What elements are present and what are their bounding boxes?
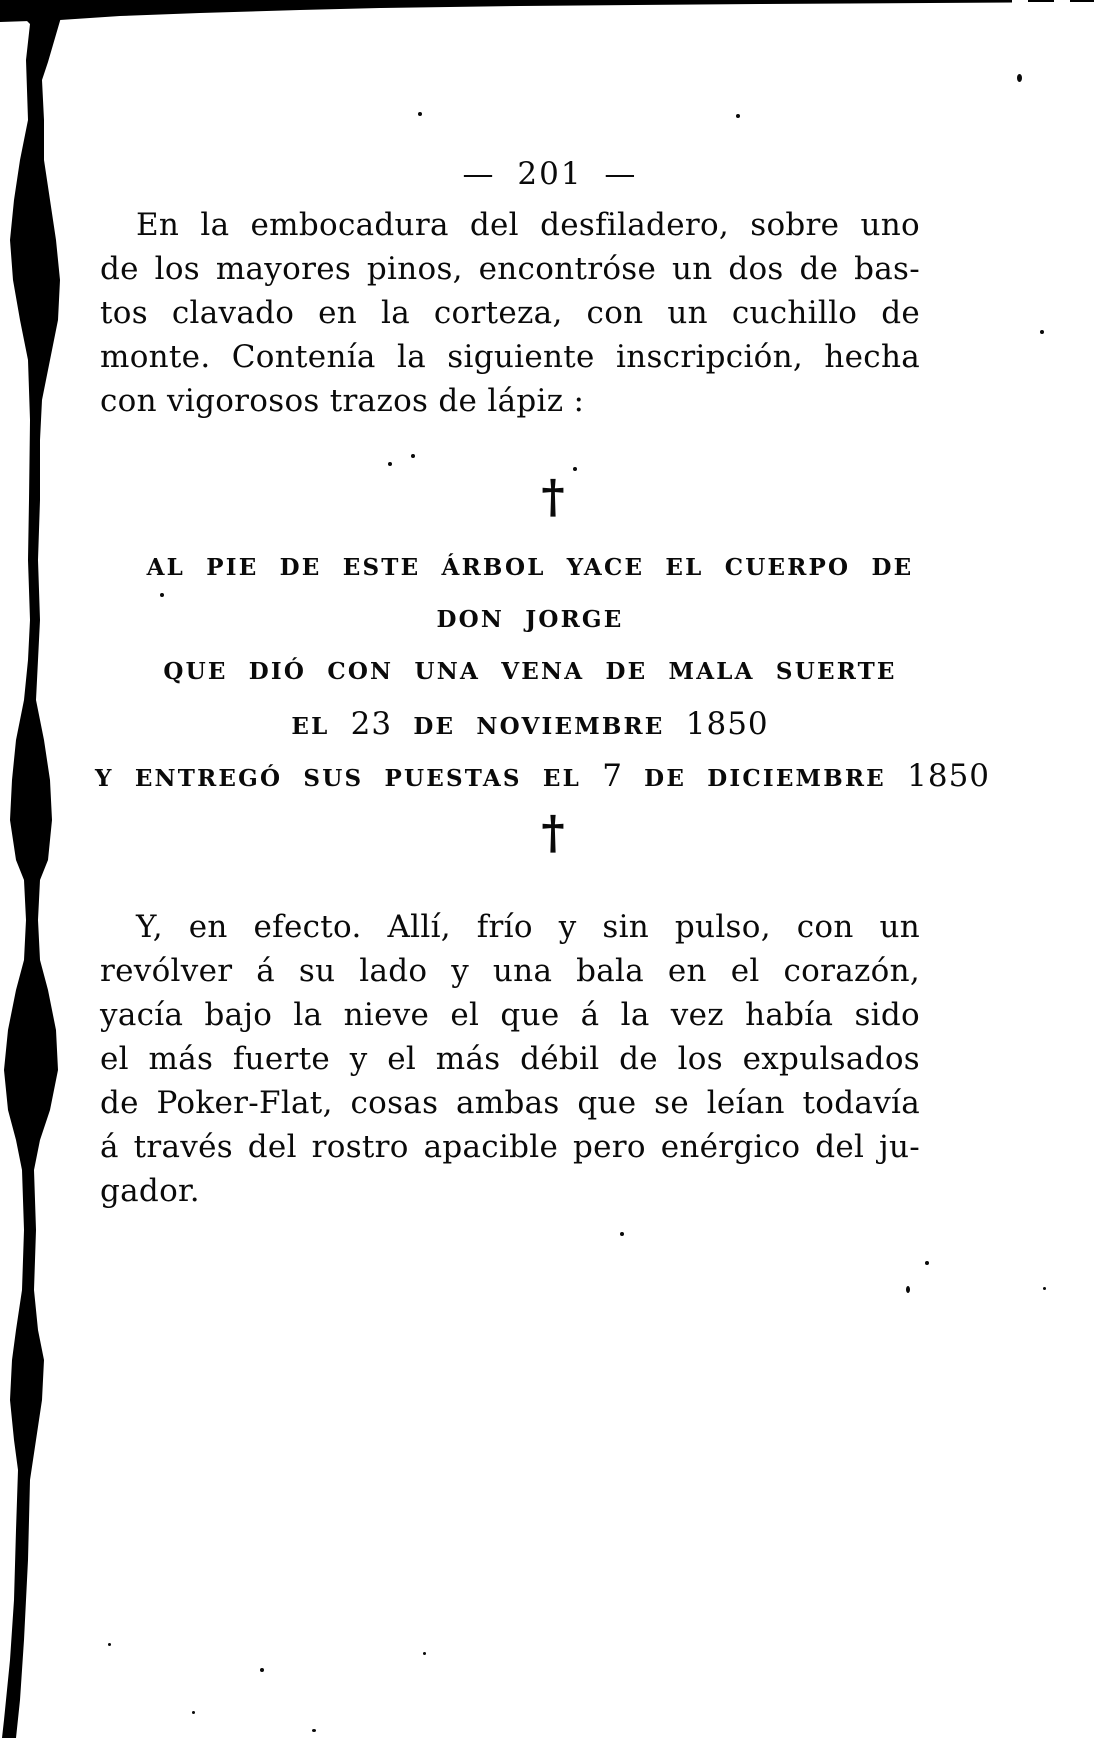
paragraph-line: Y, en efecto. Allí, frío y sin pulso, con un: [136, 909, 920, 945]
scan-speck-artifact: [312, 1729, 316, 1732]
scan-speck-artifact: [260, 1668, 264, 1672]
paragraph-line: monte. Contenía la siguiente inscripción, hecha: [100, 339, 920, 375]
scan-binding-shadow-artifact: [2, 12, 62, 1738]
scan-speck-artifact: [388, 462, 392, 466]
paragraph-line: el más fuerte y el más débil de los expulsados: [100, 1041, 920, 1077]
scan-edge-dash-artifact: [1028, 0, 1054, 2]
paragraph-2: [100, 905, 920, 1213]
paragraph-line: revólver á su lado y una bala en el corazón,: [100, 953, 920, 989]
scan-speck-artifact: [418, 112, 422, 116]
paragraph-1: [100, 203, 920, 423]
cross-icon: †: [542, 808, 564, 859]
scan-speck-artifact: [736, 114, 740, 118]
scan-speck-artifact: [160, 593, 164, 597]
scan-speck-artifact: [620, 1232, 624, 1236]
inscription-line: Y ENTREGÓ SUS PUESTAS EL 7 DE DICIEMBRE 1850: [95, 758, 991, 794]
paragraph-line: tos clavado en la corteza, con un cuchillo de: [100, 295, 920, 331]
paragraph-line: de los mayores pinos, encontróse un dos de bas-: [100, 251, 920, 287]
scan-speck-artifact: [1043, 1287, 1046, 1290]
paragraph-line: yacía bajo la nieve el que á la vez había sido: [100, 997, 920, 1033]
scan-speck-artifact: [925, 1261, 929, 1265]
inscription-line: QUE DIÓ CON UNA VENA DE MALA SUERTE: [163, 658, 897, 685]
paragraph-line: con vigorosos trazos de lápiz :: [100, 383, 585, 419]
inscription-line: EL 23 DE NOVIEMBRE 1850: [291, 706, 769, 742]
scan-edge-dash-artifact: [1070, 0, 1094, 2]
scan-speck-artifact: [1017, 74, 1022, 82]
scan-speck-artifact: [423, 1652, 426, 1655]
scan-speck-artifact: [1040, 330, 1044, 334]
paragraph-line: de Poker-Flat, cosas ambas que se leían todavía: [100, 1085, 920, 1121]
cross-icon: †: [542, 472, 564, 523]
paragraph-line: á través del rostro apacible pero enérgico del ju-: [100, 1129, 920, 1165]
scan-edge-top-artifact: [0, 0, 1012, 22]
paragraph-line: gador.: [100, 1173, 200, 1209]
scan-speck-artifact: [108, 1643, 111, 1646]
scan-speck-artifact: [192, 1711, 195, 1714]
inscription-line: DON JORGE: [436, 606, 624, 633]
scan-speck-artifact: [411, 454, 415, 458]
scan-speck-artifact: [906, 1286, 910, 1293]
page-number: — 201 —: [462, 156, 638, 192]
scan-speck-artifact: [573, 467, 577, 471]
paragraph-line: En la embocadura del desfiladero, sobre uno: [136, 207, 920, 243]
epitaph-inscription: [95, 542, 991, 802]
inscription-line: AL PIE DE ESTE ÁRBOL YACE EL CUERPO DE: [146, 554, 914, 581]
